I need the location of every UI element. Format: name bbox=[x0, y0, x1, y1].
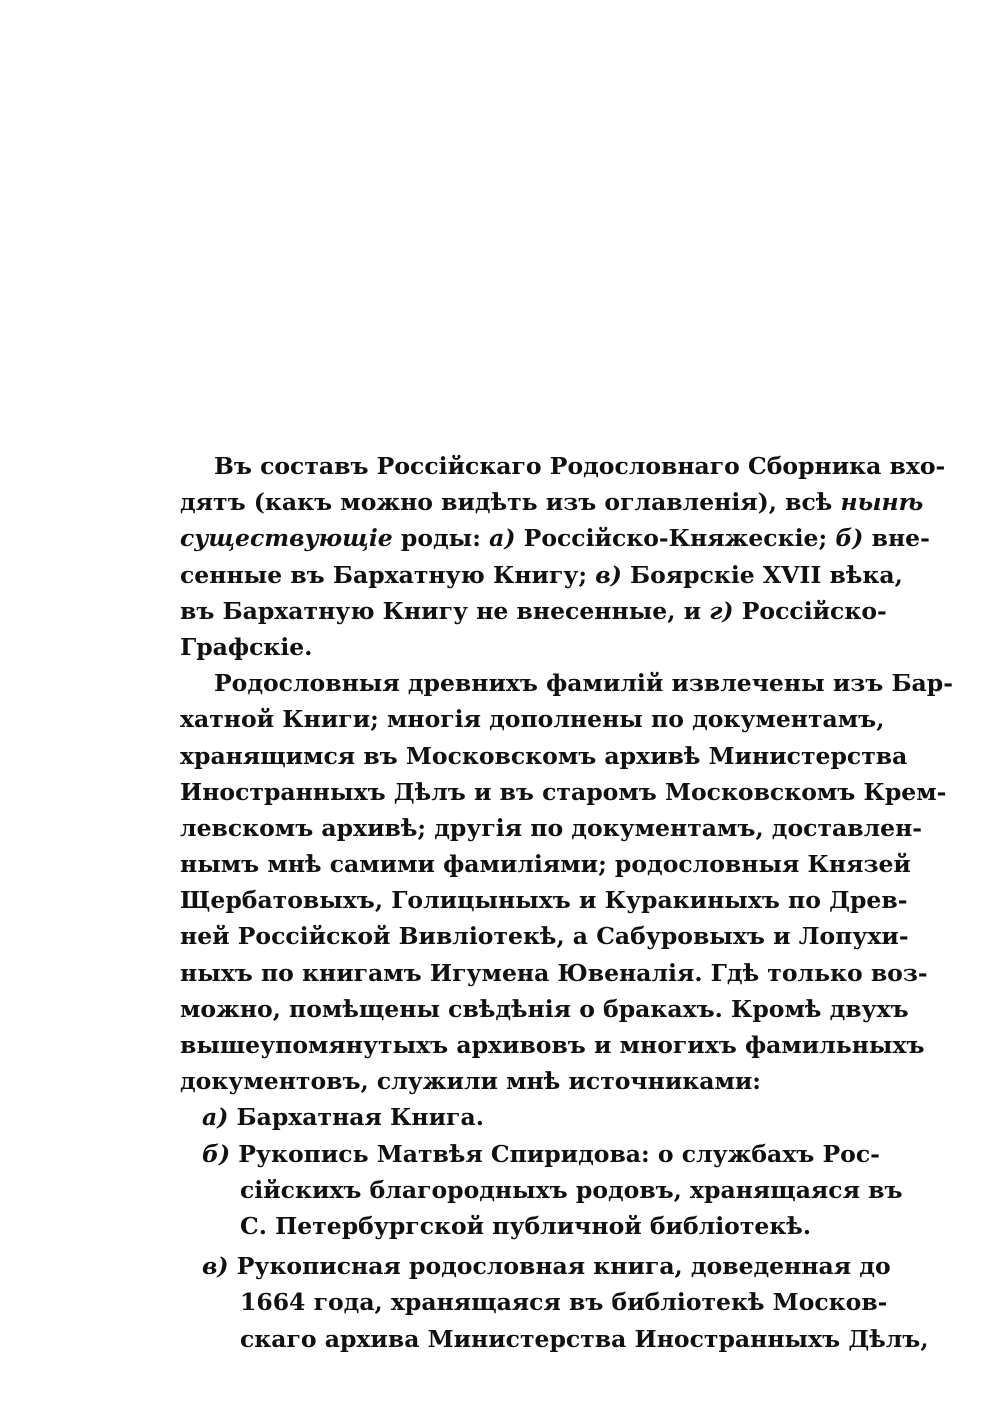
text-line: скаго архива Министерства Иностранныхъ Дѣлъ, bbox=[240, 1324, 929, 1353]
text-line: вышеупомянутыхъ архивовъ и многихъ фамильныхъ bbox=[180, 1031, 925, 1059]
main-text bbox=[180, 448, 953, 1357]
text-line: можно, помѣщены свѣдѣнія о бракахъ. Кромѣ двухъ bbox=[180, 994, 909, 1023]
text-line: сенные въ Бархатную Книгу; в) Боярскіе XVII вѣка, bbox=[180, 560, 903, 589]
text-line: левскомъ архивѣ; другія по документамъ, доставлен- bbox=[180, 813, 923, 842]
text-line: а) Бархатная Книга. bbox=[202, 1103, 484, 1132]
text-line: существующіе роды: а) Россійско-Княжескіе; б) вне- bbox=[180, 524, 930, 553]
text-line: б) Рукопись Матвѣя Спиридова: о службахъ Рос- bbox=[202, 1139, 880, 1168]
text-line: Щербатовыхъ, Голицыныхъ и Куракиныхъ по Древ- bbox=[180, 886, 908, 915]
text-line: Въ составъ Россійскаго Родословнаго Сборника вхо- bbox=[214, 452, 946, 480]
text-line: Иностранныхъ Дѣлъ и въ старомъ Московскомъ Крем- bbox=[180, 777, 947, 806]
source-item bbox=[180, 1136, 903, 1245]
text-line: С. Петербургской публичной библіотекѣ. bbox=[240, 1211, 812, 1240]
text-line: 1664 года, хранящаяся въ библіотекѣ Москов- bbox=[240, 1288, 888, 1317]
text-line: в) Рукописная родословная книга, доведенная до bbox=[202, 1252, 891, 1281]
source-item bbox=[180, 1248, 929, 1357]
text-line: ней Россійской Вивліотекѣ, а Сабуровыхъ и Лопухи- bbox=[180, 922, 909, 951]
paragraph-sources-intro bbox=[180, 665, 953, 1099]
text-line: Графскіе. bbox=[180, 632, 313, 661]
text-line: дятъ (какъ можно видѣть изъ оглавленія), всѣ нынѣ bbox=[180, 488, 924, 517]
text-line: нымъ мнѣ самими фамиліями; родословныя Князей bbox=[180, 850, 911, 879]
text-line: хатной Книги; многія дополнены по документамъ, bbox=[180, 705, 885, 734]
text-line: ныхъ по книгамъ Игумена Ювеналія. Гдѣ только воз- bbox=[180, 958, 928, 987]
sources-list bbox=[180, 1099, 929, 1356]
text-line: въ Бархатную Книгу не внесенные, и г) Россійско- bbox=[180, 596, 887, 625]
text-line: сійскихъ благородныхъ родовъ, хранящаяся въ bbox=[240, 1175, 903, 1204]
text-line: документовъ, служили мнѣ источниками: bbox=[180, 1067, 761, 1096]
paragraph-composition bbox=[180, 448, 946, 665]
text-line: Родословныя древнихъ фамилій извлечены изъ Бар- bbox=[214, 669, 953, 698]
source-item bbox=[180, 1099, 850, 1135]
text-line: хранящимся въ Московскомъ архивѣ Министерства bbox=[180, 741, 908, 770]
